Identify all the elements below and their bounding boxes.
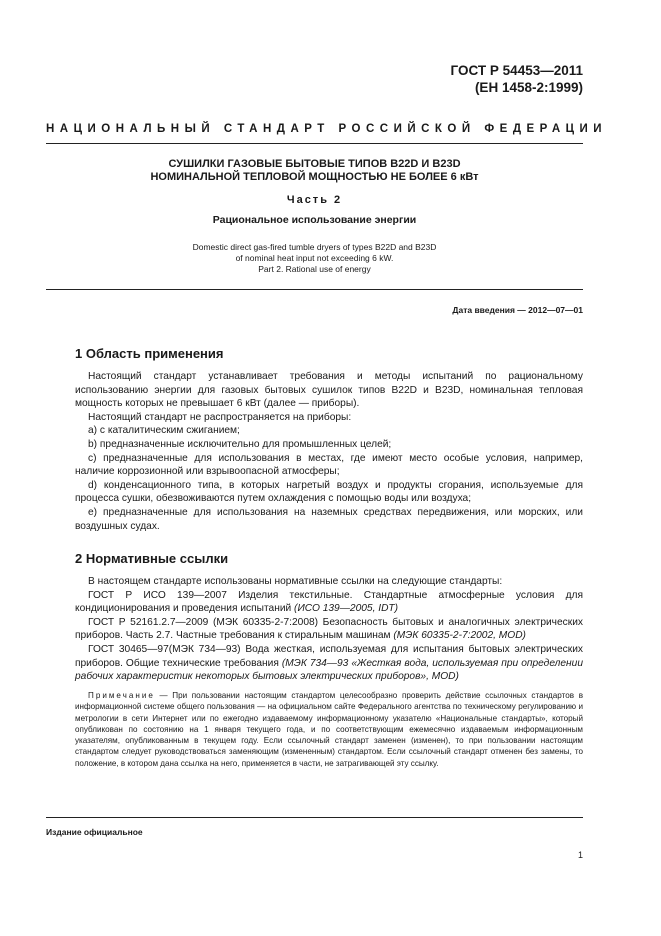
section2-heading: 2 Нормативные ссылки <box>75 551 229 566</box>
reference-equivalence: (ИСО 139—2005, IDT) <box>294 603 399 615</box>
standard-code <box>451 62 583 96</box>
section1-body <box>75 370 583 533</box>
english-title-line1: Domestic direct gas-fired tumble dryers of types B22D and B23D <box>192 242 437 252</box>
footer-rule <box>46 817 583 818</box>
english-title-line2: of nominal heat input not exceeding 6 kW. <box>235 253 394 263</box>
note-block <box>75 690 583 769</box>
reference-text: ГОСТ Р ИСО 139—2007 Изделия текстильные. Стандартные атмосферные условия для кондиционирования и проведения испытаний <box>75 589 583 615</box>
standard-code-line2: (ЕН 1458-2:1999) <box>474 80 583 95</box>
title-rule <box>46 289 583 290</box>
document-title <box>46 158 583 184</box>
section1-heading: 1 Область применения <box>75 346 224 361</box>
section1-paragraph: Настоящий стандарт не распространяется на приборы: <box>88 411 352 423</box>
note-label: Примечание <box>88 691 155 700</box>
page-number: 1 <box>577 850 583 860</box>
reference-item <box>75 643 583 684</box>
edition-label: Издание официальное <box>46 827 143 837</box>
english-title <box>46 242 583 275</box>
english-title-line3: Part 2. Rational use of energy <box>258 264 371 274</box>
scope-item-e: e) предназначенные для использования на наземных средствах передвижения, или морских, или воздушных судах. <box>75 506 583 532</box>
national-standard-banner: НАЦИОНАЛЬНЫЙ СТАНДАРТ РОССИЙСКОЙ ФЕДЕРАЦИИ <box>46 123 608 135</box>
part-label: Часть 2 <box>286 194 343 206</box>
section2-body <box>75 575 583 684</box>
section2-paragraph: В настоящем стандарте использованы нормативные ссылки на следующие стандарты: <box>88 576 503 587</box>
reference-item <box>75 616 583 643</box>
scope-item-a: a) с каталитическим сжиганием; <box>88 425 240 437</box>
reference-text: ГОСТ 30465—97(МЭК 734—93) Вода жесткая, используемая для испытания бытовых электрических приборов. Общие технические требования <box>75 643 583 669</box>
document-subtitle: Рациональное использование энергии <box>212 214 417 226</box>
scope-item-b: b) предназначенные исключительно для промышленных целей; <box>88 438 392 450</box>
scope-item-d: d) конденсационного типа, в которых нагретый воздух и продукты сгорания, используемые для процесса сушки, обезвоживаются путем охлаждения с помощью воды или воздуха; <box>75 479 583 505</box>
header-rule <box>46 143 583 144</box>
reference-text: ГОСТ Р 52161.2.7—2009 (МЭК 60335-2-7:2008) Безопасность бытовых и аналогичных электрических приборов. Часть 2.7. Частные требования к стиральным машинам <box>75 616 583 642</box>
section1-paragraph: Настоящий стандарт устанавливает требования и методы испытаний по рациональному использованию энергии для газовых бытовых сушилок типов В22D и В23D, номинальная тепловая мощность которых не превышает 6 кВт (далее — приборы). <box>75 371 583 410</box>
title-line1: СУШИЛКИ ГАЗОВЫЕ БЫТОВЫЕ ТИПОВ В22D И В23D <box>168 158 461 170</box>
scope-item-c: c) предназначенные для использования в местах, где имеют место особые условия, например, наличие коррозионной или взрывоопасной атмосферы; <box>75 452 583 478</box>
reference-item <box>75 589 583 616</box>
title-line2: НОМИНАЛЬНОЙ ТЕПЛОВОЙ МОЩНОСТЬЮ НЕ БОЛЕЕ 6 кВт <box>150 171 479 183</box>
reference-equivalence: (МЭК 734—93 «Жесткая вода, используемая при определении рабочих характеристик некоторых бытовых электрических приборов», MOD) <box>75 657 583 683</box>
reference-equivalence: (МЭК 60335-2-7:2002, MOD) <box>393 630 526 642</box>
standard-code-line1: ГОСТ Р 54453—2011 <box>450 63 583 78</box>
note-text: — При пользовании настоящим стандартом целесообразно проверить действие ссылочных стандартов в информационной системе общего пользования — на официальном сайте Федерального агентства по техническому регулированию и метрологии в сети Интернет или по ежегодно издаваемому информационному указателю «Национальные стандарты», который опубликован по состоянию на 1 января текущего года, и по соответствующим ежемесячно издаваемым информационным указателям, опубликованным в текущем году. Если ссылочный стандарт заменен (изменен), то при пользовании настоящим стандартом следует руководствоваться заменяющим (измененным) стандартом. Если ссылочный стандарт отменен без замены, то положение, в котором дана ссылка на него, применяется в части, не затрагивающей эту ссылку. <box>75 691 583 768</box>
introduction-date: Дата введения — 2012—07—01 <box>452 305 583 315</box>
